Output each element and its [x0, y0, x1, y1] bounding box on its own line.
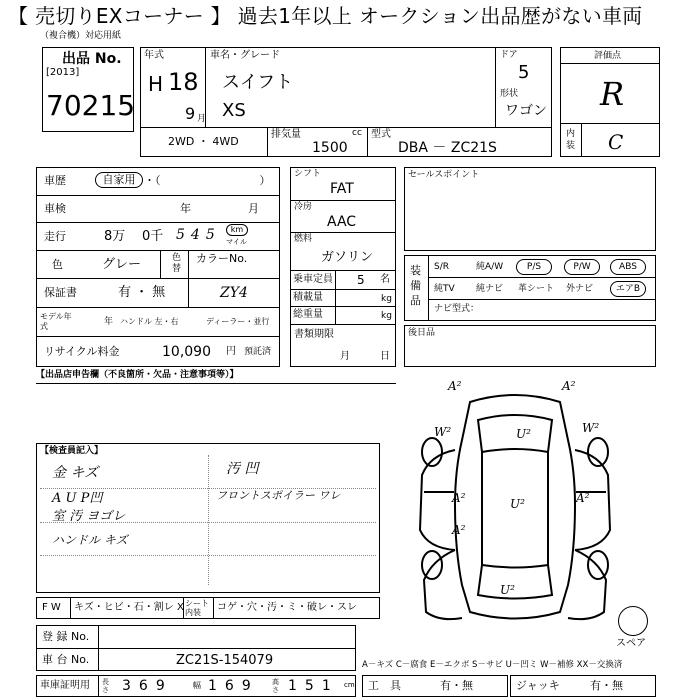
capacity-value: 5: [357, 273, 365, 287]
displacement-unit: cc: [352, 128, 362, 138]
body-type-value: ワゴン: [505, 103, 547, 119]
model-label: 型式: [371, 129, 391, 140]
cert-height: 151: [288, 678, 339, 694]
inspector-note: 汚 凹: [226, 461, 259, 477]
total-weight-unit: kg: [381, 311, 392, 321]
sheet-subnote: （複合機）対応用紙: [40, 31, 122, 41]
car-name: スイフト: [222, 72, 294, 93]
inspector-note: フロントスポイラー ワレ: [216, 489, 341, 502]
navi-type-label: ナビ型式：: [434, 304, 480, 314]
model-year-year: 年: [104, 317, 114, 327]
details-box: [36, 167, 280, 367]
load-label: 積載量: [293, 292, 323, 303]
drive-options: 2WD ・ 4WD: [168, 135, 239, 148]
damage-mark: A²: [452, 491, 466, 505]
recycle-value: 10,090: [162, 344, 211, 360]
equipment-item: 革シート: [518, 284, 555, 294]
cert-length-label: 長さ: [102, 678, 109, 694]
mileage-unit-km: km: [226, 224, 248, 236]
model-year-handle: ハンドル 左・右: [120, 317, 179, 326]
interior-label: 内装: [566, 129, 576, 151]
total-weight-label: 総重量: [293, 309, 323, 320]
doors-value: 5: [518, 62, 530, 83]
fuel-label: 燃料: [294, 234, 313, 244]
seller-notes-label: 【出品店申告欄（不良箇所・欠品・注意事項等）】: [36, 370, 239, 380]
displacement-label: 排気量: [271, 129, 301, 140]
cert-width-label: 幅: [193, 681, 201, 690]
equipment-item: エアB: [610, 281, 646, 297]
warranty-label: 保証書: [44, 286, 77, 299]
damage-mark: A²: [576, 491, 590, 505]
year-month-unit: 月: [197, 114, 207, 124]
equipment-item: P/S: [516, 259, 552, 275]
damage-mark: U²: [510, 497, 525, 511]
fuel-value: ガソリン: [321, 250, 374, 265]
cert-label: 車庫証明用: [40, 680, 90, 691]
history-rest: ・（ ）: [144, 174, 271, 187]
shaken-year: 年: [180, 202, 191, 215]
tools-value: 有・無: [440, 679, 473, 692]
load-unit: kg: [381, 294, 392, 304]
equipment-item: 純A/W: [476, 262, 504, 272]
car-grade: XS: [222, 100, 246, 121]
registration-label: 登 録 No.: [42, 630, 90, 643]
model-value: DBA － ZC21S: [398, 140, 497, 156]
aircon-value: AAC: [327, 214, 357, 230]
capacity-unit: 名: [380, 274, 390, 285]
page-title: 【 売切りEXコーナー 】 過去1年以上 オークション出品歴がない車両: [8, 4, 643, 28]
year-value: 18: [168, 68, 199, 96]
doors-label: ドア: [500, 50, 518, 60]
equipment-label: 装備品: [410, 264, 421, 307]
color-value: グレー: [102, 257, 142, 272]
history-value: 自家用: [95, 172, 143, 188]
recycle-unit: 円: [226, 346, 236, 357]
damage-mark: W²: [434, 425, 452, 439]
jack-label: ジャッキ: [516, 679, 560, 692]
inspector-note: 室 汚 ヨゴレ: [52, 509, 126, 524]
color-code-label: カラーNo.: [196, 252, 248, 265]
cert-width: 169: [208, 678, 259, 694]
damage-mark: A²: [452, 523, 466, 537]
equipment-item: P/W: [564, 259, 600, 275]
grade-score: R: [600, 75, 625, 113]
equipment-item: 外ナビ: [566, 284, 594, 294]
year-era: H: [148, 72, 164, 96]
inspector-note: ハンドル キズ: [52, 533, 128, 547]
doc-deadline-month: 月: [340, 351, 350, 362]
tools-label: 工 具: [368, 679, 401, 692]
cert-unit: cm: [344, 681, 355, 689]
inspector-note: 金 キズ: [52, 465, 99, 481]
shift-label: シフト: [294, 169, 322, 179]
shift-value: FAT: [330, 181, 354, 197]
equipment-item: 純TV: [434, 284, 455, 294]
warranty-value: 有 ・ 無: [118, 285, 166, 300]
damage-mark: U²: [516, 427, 531, 441]
damage-legend: A－キズ C－腐食 E－エクボ S－サビ U－凹ミ W－補修 XX－交換済: [362, 660, 623, 670]
cert-length: 369: [122, 678, 173, 694]
capacity-label: 乗車定員: [293, 274, 333, 285]
lot-number: 70215: [46, 89, 136, 122]
fw-label: F W: [42, 602, 61, 613]
seat-items: コゲ・穴・汚・ミ・破レ・スレ: [217, 602, 357, 613]
chassis-value: ZC21S-154079: [176, 653, 274, 668]
seat-label: シート内装: [185, 599, 209, 617]
damage-mark: W²: [582, 421, 600, 435]
mileage-man: 8万: [104, 229, 126, 244]
equipment-item: 純ナビ: [476, 284, 504, 294]
shaken-month: 月: [248, 202, 259, 215]
late-docs-box: [404, 325, 656, 367]
fw-items: キズ・ヒビ・石・割レ X: [74, 602, 184, 613]
late-docs-label: 後日品: [408, 328, 436, 338]
model-year-dealer: ディーラー・並行: [206, 317, 270, 326]
color-code-value: ZY4: [220, 285, 248, 301]
year-month: 9: [185, 104, 196, 123]
mileage-written: 545: [176, 227, 221, 243]
damage-mark: U²: [500, 583, 515, 597]
damage-mark: A²: [562, 379, 576, 393]
lot-label: 出品 No.: [62, 51, 122, 67]
year-label: 年式: [144, 50, 164, 61]
car-label: 車名・グレード: [210, 50, 280, 61]
aircon-label: 冷房: [294, 202, 313, 212]
equipment-item: ABS: [610, 259, 646, 275]
mileage-unit-mile: マイル: [226, 238, 247, 246]
color-label: 色: [52, 258, 63, 271]
recycle-note: 預託済: [244, 347, 272, 357]
mileage-sen: 0千: [142, 229, 164, 244]
lot-year-tag: [2013]: [46, 67, 80, 78]
inspector-note: A U P凹: [52, 491, 103, 506]
inspector-label: 【検査員記入】: [40, 446, 104, 456]
spare-tire-icon: [618, 606, 648, 636]
doc-deadline-label: 書類期限: [294, 329, 334, 340]
mileage-label: 走行: [44, 230, 66, 243]
spare-label: スペア: [616, 638, 646, 649]
body-type-label: 形状: [500, 89, 519, 99]
equipment-item: S/R: [434, 262, 449, 272]
history-label: 車歴: [44, 174, 66, 187]
jack-value: 有・無: [590, 679, 623, 692]
damage-mark: A²: [448, 379, 462, 393]
color-change-label: 色替: [172, 253, 182, 274]
recycle-label: リサイクル料金: [44, 345, 120, 358]
sales-point-label: セールスポイント: [408, 170, 480, 180]
interior-value: C: [608, 130, 624, 154]
shaken-label: 車検: [44, 202, 66, 215]
doc-deadline-day: 日: [380, 351, 390, 362]
cert-height-label: 高さ: [272, 678, 279, 694]
displacement-value: 1500: [312, 140, 348, 156]
grade-label: 評価点: [594, 51, 622, 61]
chassis-label: 車 台 No.: [42, 653, 90, 666]
model-year-label: モデル年式: [40, 312, 72, 331]
